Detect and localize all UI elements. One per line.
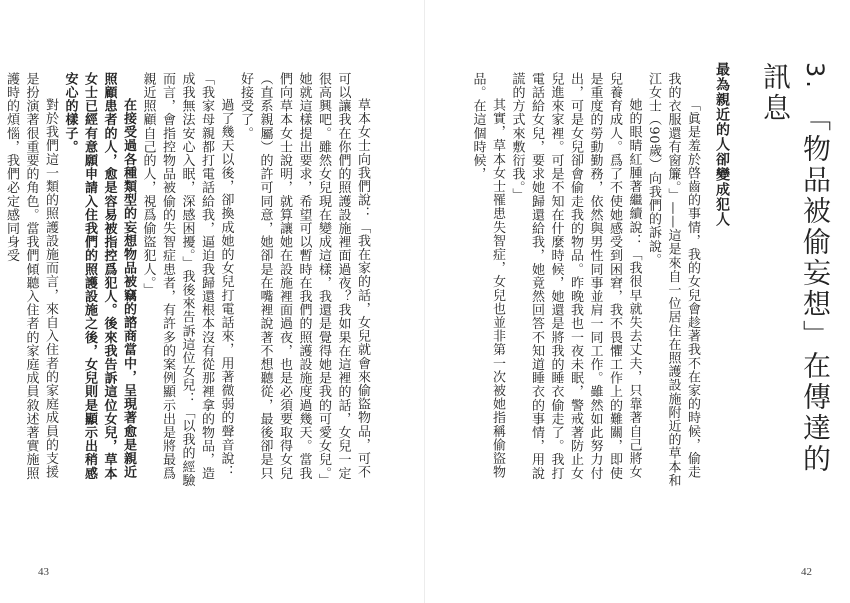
left-paragraph-2: 過了幾天以後，卻換成她的女兒打電話來，用著微弱的聲音說：「我家母親都打電話給我，逼迫我歸還根本沒有從那裡拿的物品，造成我無法安心入眠，深感困擾。」我後來告訴這位女兒：「以我的經驗而言，會指控物品被偷的失智症患者，有許多的案例顯示出是將最爲親近照顧自己的人，視爲偷盜犯人。」 bbox=[140, 72, 234, 488]
chapter-number: 3. bbox=[801, 62, 829, 91]
chapter-heading bbox=[755, 62, 835, 482]
left-paragraph-4: 對於我們這一類的照護設施而言，來自入住者的家庭成員的支援是扮演著很重要的角色。當我們傾聽入住者的家庭成員敘述著實施照護時的煩惱，我們必定感同身受 bbox=[4, 72, 58, 480]
left-paragraph-1: 草本女士向我們說：「我在家的話，女兒就會來偷盜物品，可不可以讓我在你們的照護設施裡面過夜？我如果在這裡的話，女兒一定很高興吧。雖然女兒現在變成這樣，我還是覺得她是我的可愛女兒。」她就這樣提出要求，希望可以暫時在我們的照護設施度過幾天。當我們向草本女士說明，就算讓她在設施裡面過夜，也是必須要取得女兒（直系親屬）的許可同意，她卻是在嘴裡說著不想聽從，最後卻是只好接受了。 bbox=[238, 72, 370, 488]
right-page-text bbox=[470, 72, 702, 492]
page-number-left: 43 bbox=[38, 566, 49, 578]
right-paragraph-1: 「眞是羞於啓齒的事情，我的女兒會趁著我不在家的時候，偷走我的衣服還有窗簾。」——這是來自一位居住在照護設施附近的草本和江女士（90歲）向我們的訴說。 bbox=[646, 72, 700, 488]
section-subheading: 最為親近的人卻變成犯人 bbox=[714, 62, 730, 227]
page-number-right: 42 bbox=[801, 566, 812, 578]
left-paragraph-3: 在接受過各種類型的妄想物品被竊的諮商當中，呈現著愈是親近照顧患者的人，愈是容易被指控爲犯人。後來我告訴這位女兒，草本女士已經有意願申請入住我們的照護設施之後，女兒則是顯示出稍感安心的樣子。 bbox=[62, 72, 136, 480]
chapter-title: 「物品被偷妄想」在傳達的訊息 bbox=[759, 62, 832, 475]
right-paragraph-2: 她的眼睛紅腫著繼續說：「我很早就失去丈夫，只靠著自己將女兒養育成人。爲了不使她感受到困窘，我不畏懼工作上的難關，即使是重度的勞動勤務，依然與男性同事並肩一同工作。雖然如此努力付出，可是女兒卻會偷走我的物品。昨晚我也一夜未眠，警戒著防止女兒進來家裡。可是不知在什麼時候，她還是將我的睡衣偷走了。我打電話給女兒，要求她歸還給我，她竟然回答不知道睡衣的事情，用說謊的方式來敷衍我。」 bbox=[509, 72, 642, 480]
left-page-text bbox=[4, 72, 372, 492]
right-paragraph-3: 其實，草本女士罹患失智症，女兒也並非第一次被她指稱偷盜物品。在這個時候， bbox=[470, 72, 505, 479]
